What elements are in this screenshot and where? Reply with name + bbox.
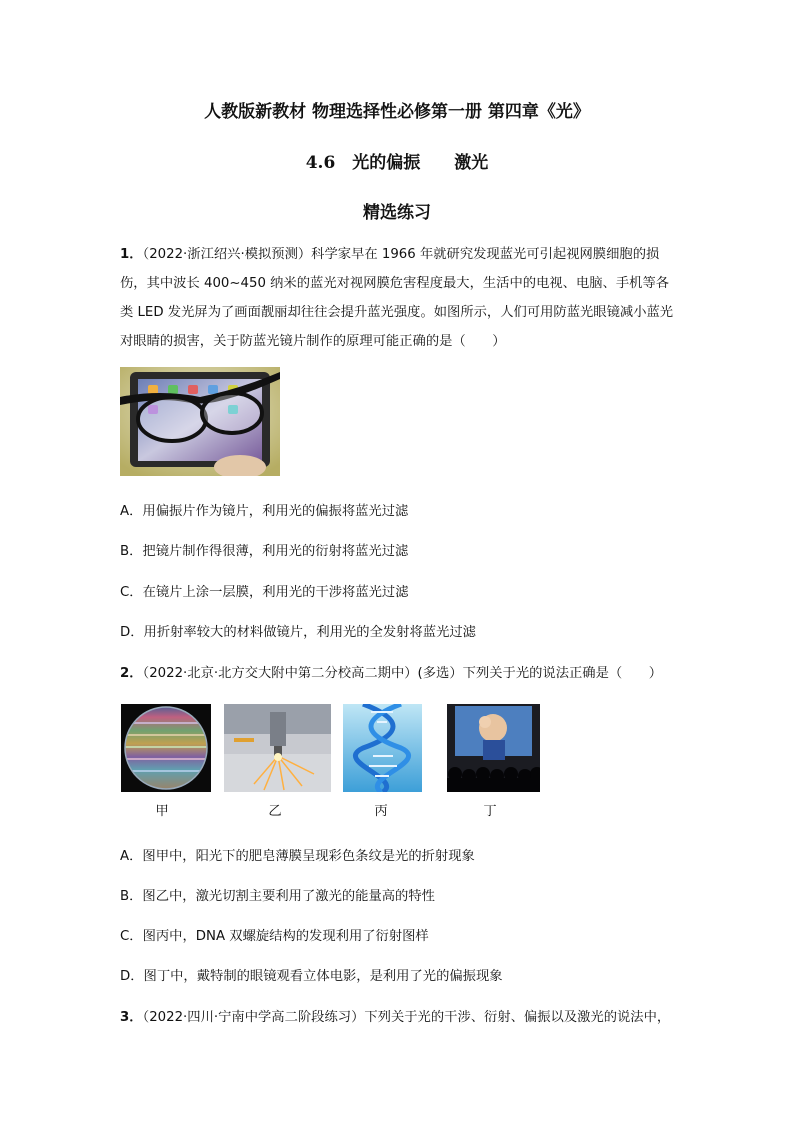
question-text: （2022·浙江绍兴·模拟预测）科学家早在 1966 年就研究发现蓝光可引起视网膜细胞的损伤，其中波长 400~450 纳米的蓝光对视网膜危害程度最大，生活中的电视、电脑、手机等各类 LED 发光屏为了画面靓丽却往往会提升蓝光强度。如图所示，人们可用防蓝光眼镜减小蓝光对眼睛的损害，关于防蓝光镜片制作的原理可能正确的是（ ）: [120, 247, 674, 349]
question-1-option-c: C．在镜片上涂一层膜，利用光的干涉将蓝光过滤: [120, 585, 409, 600]
dna-helix-image: [343, 704, 422, 792]
question-2-stem: [120, 662, 662, 681]
question-number: 1．: [120, 247, 143, 262]
question-text: （2022·四川·宁南中学高二阶段练习）下列关于光的干涉、衍射、偏振以及激光的说法中，: [142, 1010, 671, 1025]
blue-light-glasses-image: [120, 367, 280, 476]
question-1-option-a: A．用偏振片作为镜片，利用光的偏振将蓝光过滤: [120, 504, 409, 519]
document-title: 人教版新教材 物理选择性必修第一册 第四章《光》: [204, 102, 590, 122]
question-1-stem: [120, 240, 680, 356]
question-3-stem: [120, 1006, 670, 1025]
caption-jia: 甲: [155, 804, 169, 819]
question-2-option-a: A．图甲中，阳光下的肥皂薄膜呈现彩色条纹是光的折射现象: [120, 849, 475, 864]
caption-ding: 丁: [483, 804, 497, 819]
question-text: （2022·北京·北方交大附中第二分校高二期中）(多选）下列关于光的说法正确是（ ）: [142, 666, 663, 681]
question-number: 3．: [120, 1010, 143, 1025]
subtitle: 精选练习: [363, 203, 431, 223]
question-number: 2．: [120, 666, 143, 681]
question-1-option-d: D．用折射率较大的材料做镜片，利用光的全发射将蓝光过滤: [120, 625, 476, 640]
question-2-option-b: B．图乙中，激光切割主要利用了激光的能量高的特性: [120, 889, 435, 904]
question-2-option-c: C．图丙中，DNA 双螺旋结构的发现利用了衍射图样: [120, 929, 429, 944]
section-title: 4.6 光的偏振 激光: [305, 153, 489, 173]
3d-movie-image: [447, 704, 540, 792]
question-1-option-b: B．把镜片制作得很薄，利用光的衍射将蓝光过滤: [120, 544, 409, 559]
caption-bing: 丙: [374, 804, 388, 819]
caption-yi: 乙: [268, 804, 282, 819]
question-2-option-d: D．图丁中，戴特制的眼镜观看立体电影，是利用了光的偏振现象: [120, 969, 503, 984]
laser-cutting-image: [224, 704, 331, 792]
soap-film-image: [121, 704, 211, 792]
